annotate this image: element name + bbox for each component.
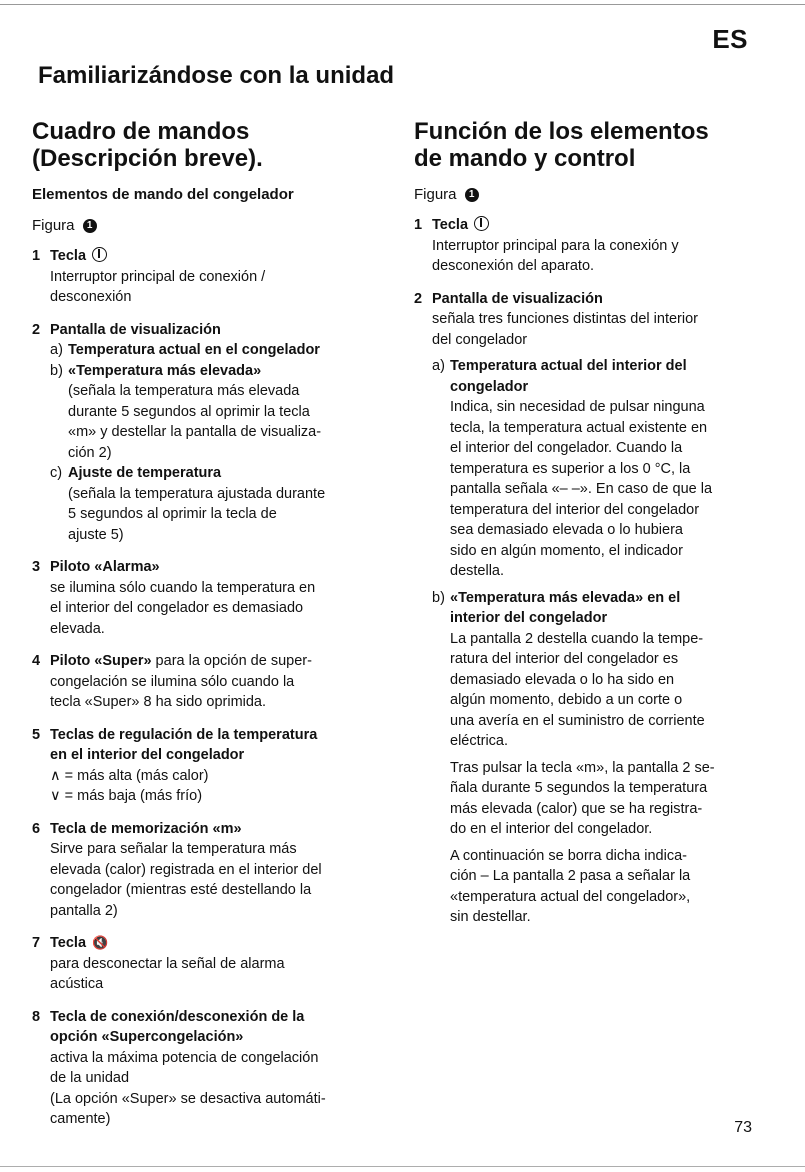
right-title: Función de los elementos de mando y control	[414, 118, 709, 172]
page-number: 73	[734, 1119, 752, 1136]
list-item: 7 Tecla 🔇 para desconectar la señal de alarma acústica	[32, 935, 285, 992]
left-subhead: Elementos de mando del congelador	[32, 186, 294, 203]
language-code: ES	[712, 24, 748, 54]
list-item: 2 Pantalla de visualización a) Temperatura actual en el congelador b) «Temperatura más elevada» (señala la temperatura más elevada durante 5 segundos al oprimir la tecla «m» y destellar la pantalla de visualiza- ción 2) c) Ajuste de temperatura (señala la temperatura ajustada durante 5 segundos al oprimir la tecla de ajuste 5)	[32, 321, 326, 543]
figure-number-badge: 1	[83, 219, 97, 233]
scan-edge-bottom	[0, 1166, 805, 1167]
figure-number-badge: 1	[465, 188, 479, 202]
left-figure-ref: Figura 1	[32, 217, 377, 234]
left-title: Cuadro de mandos (Descripción breve).	[32, 118, 263, 172]
page-heading: Familiarizándose con la unidad	[38, 62, 395, 89]
list-item: 4 Piloto «Super» para la opción de super- congelación se ilumina sólo cuando la tecla «Super» 8 ha sido oprimida.	[32, 653, 312, 710]
alarm-off-icon: 🔇	[92, 935, 109, 950]
power-icon	[474, 216, 489, 231]
list-item: 1 Tecla Interruptor principal para la conexión y desconexión del aparato.	[414, 217, 679, 274]
list-item: 6 Tecla de memorización «m» Sirve para señalar la temperatura más elevada (calor) registrada en el interior del congelador (mientras esté destellando la pantalla 2)	[32, 820, 322, 919]
list-item: 1 Tecla Interruptor principal de conexión / desconexión	[32, 248, 266, 305]
list-item: 5 Teclas de regulación de la temperatura en el interior del congelador ∧ = más alta (más calor) ∨ = más baja (más frío)	[32, 726, 318, 804]
left-column	[32, 118, 377, 1142]
power-icon	[92, 247, 107, 262]
right-column	[414, 118, 766, 940]
list-item: 8 Tecla de conexión/desconexión de la opción «Supercongelación» activa la máxima potencia de congelación de la unidad (La opción «Super» se desactiva automáti- camente)	[32, 1008, 326, 1127]
scan-edge-top	[0, 4, 805, 5]
right-figure-ref: Figura 1	[414, 186, 766, 203]
list-item: 3 Piloto «Alarma» se ilumina sólo cuando la temperatura en el interior del congelador es demasiado elevada.	[32, 559, 316, 637]
list-item: 2 Pantalla de visualización señala tres funciones distintas del interior del congelador a) Temperatura actual del interior del congelador Indica, sin necesidad de pulsar ninguna tecla, la temperatura actual existente en el interior del congelador. Cuando la temperatura es superior a los 0 °C, la pantalla señala «– –». En caso de que la temperatura del interior del congelador sea demasiado elevada o lo hubiera sido en algún momento, el indicador destella. b) «Temperatura más elevada» en el interior del congelador La pantalla 2 destella cuando la tempe- ratura del interior del congelador es demasiado elevada o lo ha sido en algún momento, debido a un corte o una avería en el suministro de corriente eléctrica. Tras pulsar la tecla «m», la pantalla 2 se- ñala durante 5 segundos la temperatura más elevada (calor) que se ha registra- do en el interior del congelador. A continuación se borra dicha indica- ción – La pantalla 2 pasa a señalar la «temperatura actual del congelador», sin destellar.	[414, 290, 715, 925]
